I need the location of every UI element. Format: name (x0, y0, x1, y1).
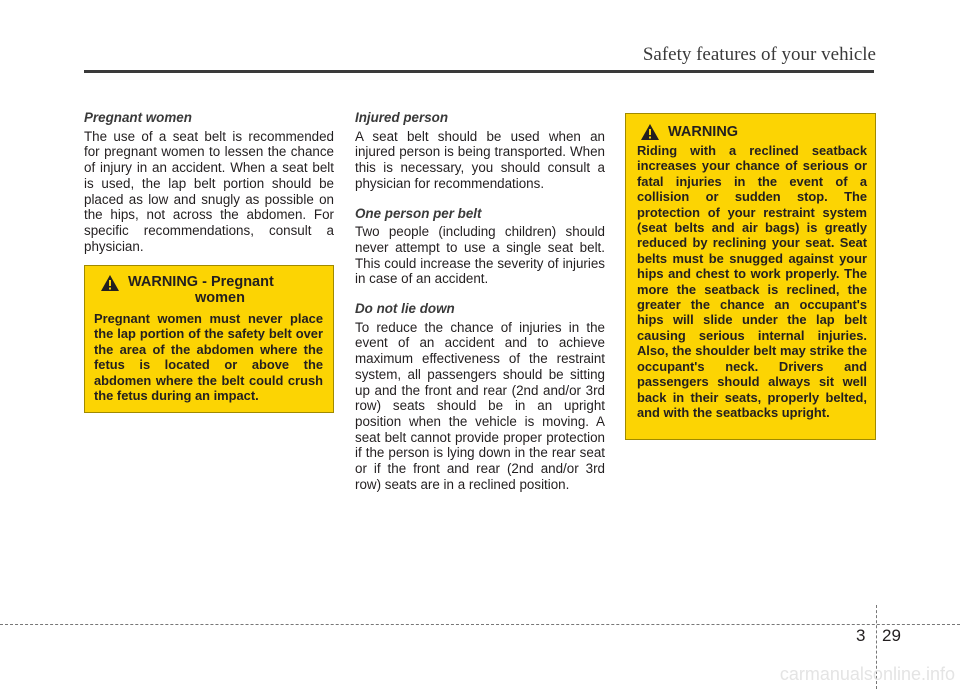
warning-title: WARNING (668, 124, 739, 140)
warning-header (100, 274, 323, 306)
column-middle (355, 110, 605, 506)
warning-triangle-icon (640, 123, 660, 141)
section-text-one-person-per-belt: Two people (including children) should never attempt to use a single seat belt. This could increase the severity of injuries in case of an accident. (355, 224, 605, 287)
warning-header (640, 123, 867, 141)
warning-title: WARNING - Pregnant (128, 274, 274, 290)
page-number: 29 (882, 626, 901, 645)
section-text-pregnant-women: The use of a seat belt is recommended for pregnant women to lessen the chance of injury in an accident. When a seat belt is used, the lap belt portion should be placed as low and snugly as possible on the hips, not across the abdomen. For specific recommendations, consult a physician. (84, 128, 334, 254)
section-heading-one-person-per-belt: One person per belt (355, 205, 482, 221)
header-title: Safety features of your vehicle (642, 44, 876, 65)
warning-triangle-icon (100, 274, 120, 292)
watermark: carmanualsonline.info (779, 664, 955, 684)
warning-box-reclined-seatback (625, 113, 876, 440)
warning-title-continued: women (195, 290, 245, 306)
footer-divider (0, 624, 960, 625)
section-heading-do-not-lie-down: Do not lie down (355, 301, 455, 317)
section-heading-injured-person: Injured person (355, 110, 449, 125)
section-text-injured-person: A seat belt should be used when an injured person is being transported. When this is necessary, you should consult a physician for recommendations. (355, 128, 605, 191)
warning-body: Pregnant women must never place the lap portion of the safety belt over the area of the abdomen where the fetus is located or above the abdomen where the belt could crush the fetus during an impact. (94, 311, 323, 404)
column-left (84, 110, 334, 268)
warning-body: Riding with a reclined seatback increases your chance of serious or fatal injuries in the event of a collision or sudden stop. The protection of your restraint system (seat belts and air bags) is greatly reduced by reclining your seat. Seat belts must be snugged against your hips and chest to work properly. The more the seatback is reclined, the greater the chance an occupant's hips will slide under the lap belt causing serious internal injuries. Also, the shoulder belt may strike the occupant's neck. Drivers and passengers should always sit well back in their seats, properly belted, and with the seatbacks upright. (637, 143, 867, 420)
header-rule (84, 70, 874, 73)
page-section-number: 3 (856, 626, 866, 645)
section-heading-pregnant-women: Pregnant women (84, 110, 192, 125)
section-text-do-not-lie-down: To reduce the chance of injuries in the event of an accident and to achieve maximum effectiveness of the restraint system, all passengers should be sitting up and the front and rear (2nd and/or 3rd row) seats should be in an upright position when the vehicle is moving. A seat belt cannot provide proper protection if the person is lying down in the rear seat or if the front and rear (2nd and/or 3rd row) seats are in a reclined position. (355, 319, 605, 492)
warning-box-pregnant-women (84, 265, 334, 413)
